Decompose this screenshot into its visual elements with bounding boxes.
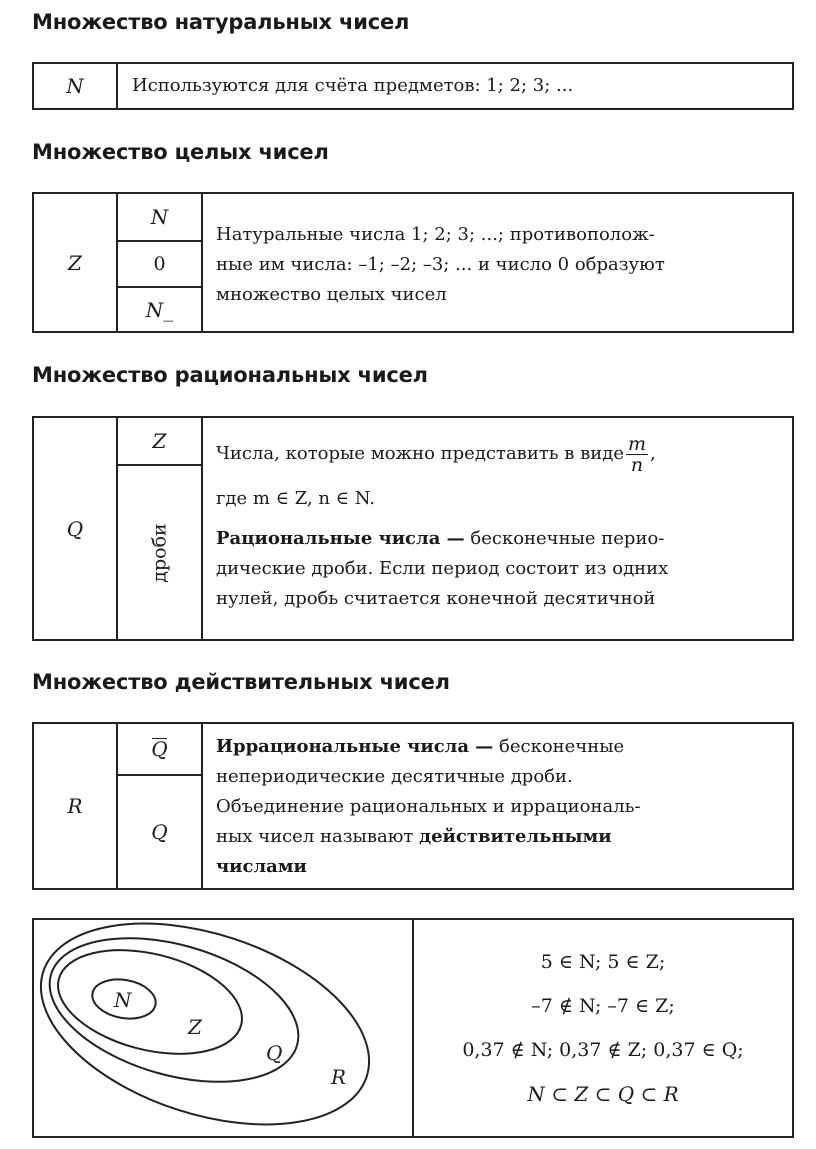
label-n: N: [114, 988, 132, 1012]
real-line-5: числами: [216, 856, 307, 877]
table-diagram: [32, 918, 794, 1138]
part-rational: Q: [151, 820, 168, 844]
rational-term: Рациональные числа —: [216, 528, 465, 549]
relation-line-3: 0,37 ∉ N; 0,37 ∉ Z; 0,37 ∈ Q;: [462, 1039, 744, 1061]
rational-line-2: где m ∈ Z, n ∈ N.: [216, 488, 376, 509]
part-negative: N_: [145, 297, 174, 322]
part-natural: N: [150, 205, 169, 229]
set-z-ellipse: [47, 933, 253, 1072]
integer-line-1: Натуральные числа 1; 2; 3; ...; противополож-: [216, 224, 655, 245]
real-term: действительными: [419, 826, 612, 847]
symbol-n: N: [66, 74, 84, 98]
heading-natural: Множество натуральных чисел: [32, 10, 410, 34]
set-q-ellipse: [34, 920, 315, 1108]
table-natural: [32, 62, 794, 110]
table-integer: [32, 192, 794, 333]
integer-description: [216, 220, 665, 310]
heading-real: Множество действительных чисел: [32, 670, 450, 694]
fraction-m-n: $\frac{m}{n}$: [628, 432, 647, 476]
relation-line-1: 5 ∈ N; 5 ∈ Z;: [540, 951, 666, 973]
rational-line-5: нулей, дробь считается конечной десятичной: [216, 588, 656, 609]
label-q: Q: [266, 1041, 283, 1065]
label-r: R: [331, 1065, 347, 1089]
rational-line-1: Числа, которые можно представить в виде: [216, 443, 625, 464]
relation-line-4: N ⊂ Z ⊂ Q ⊂ R: [527, 1082, 679, 1106]
symbol-z: Z: [68, 250, 82, 275]
integer-line-3: множество целых чисел: [216, 284, 447, 305]
real-line-2: непериодические десятичные дроби.: [216, 766, 573, 787]
part-zero: 0: [153, 253, 166, 275]
part-fractions-cell: [118, 466, 201, 639]
real-description: Иррациональные числа — бесконечные непериодические десятичные дроби. Объединение рациональных и иррациональ- ных чисел называют действительными числами: [216, 732, 786, 882]
integer-line-2: ные им числа: –1; –2; –3; ... и число 0 образуют: [216, 254, 665, 275]
rational-line-4: дические дроби. Если период состоит из одних: [216, 558, 669, 579]
part-fractions: дроби: [148, 522, 171, 583]
part-irrational: Q: [151, 737, 168, 761]
relations-list: [414, 940, 792, 1116]
rational-description: Числа, которые можно представить в виде $\frac{m}{n}$ , где m ∈ Z, n ∈ N. Рациональные числа — бесконечные перио- дические дроби. Если период состоит из одних нулей, дробь считается конечной десятичной: [216, 434, 786, 614]
part-integer: Z: [152, 429, 167, 453]
table-real: [32, 722, 794, 890]
natural-description: Используются для счёта предметов: 1; 2; 3; ...: [132, 75, 574, 96]
symbol-r: R: [67, 794, 83, 818]
euler-diagram: [34, 920, 412, 1136]
relation-line-2: –7 ∉ N; –7 ∈ Z;: [531, 995, 675, 1017]
real-line-3: Объединение рациональных и иррациональ-: [216, 796, 641, 817]
heading-integer: Множество целых чисел: [32, 140, 329, 164]
heading-rational: Множество рациональных чисел: [32, 363, 428, 387]
irrational-term: Иррациональные числа —: [216, 736, 494, 757]
table-rational: [32, 416, 794, 641]
label-z: Z: [188, 1015, 202, 1039]
symbol-q: Q: [66, 516, 84, 541]
